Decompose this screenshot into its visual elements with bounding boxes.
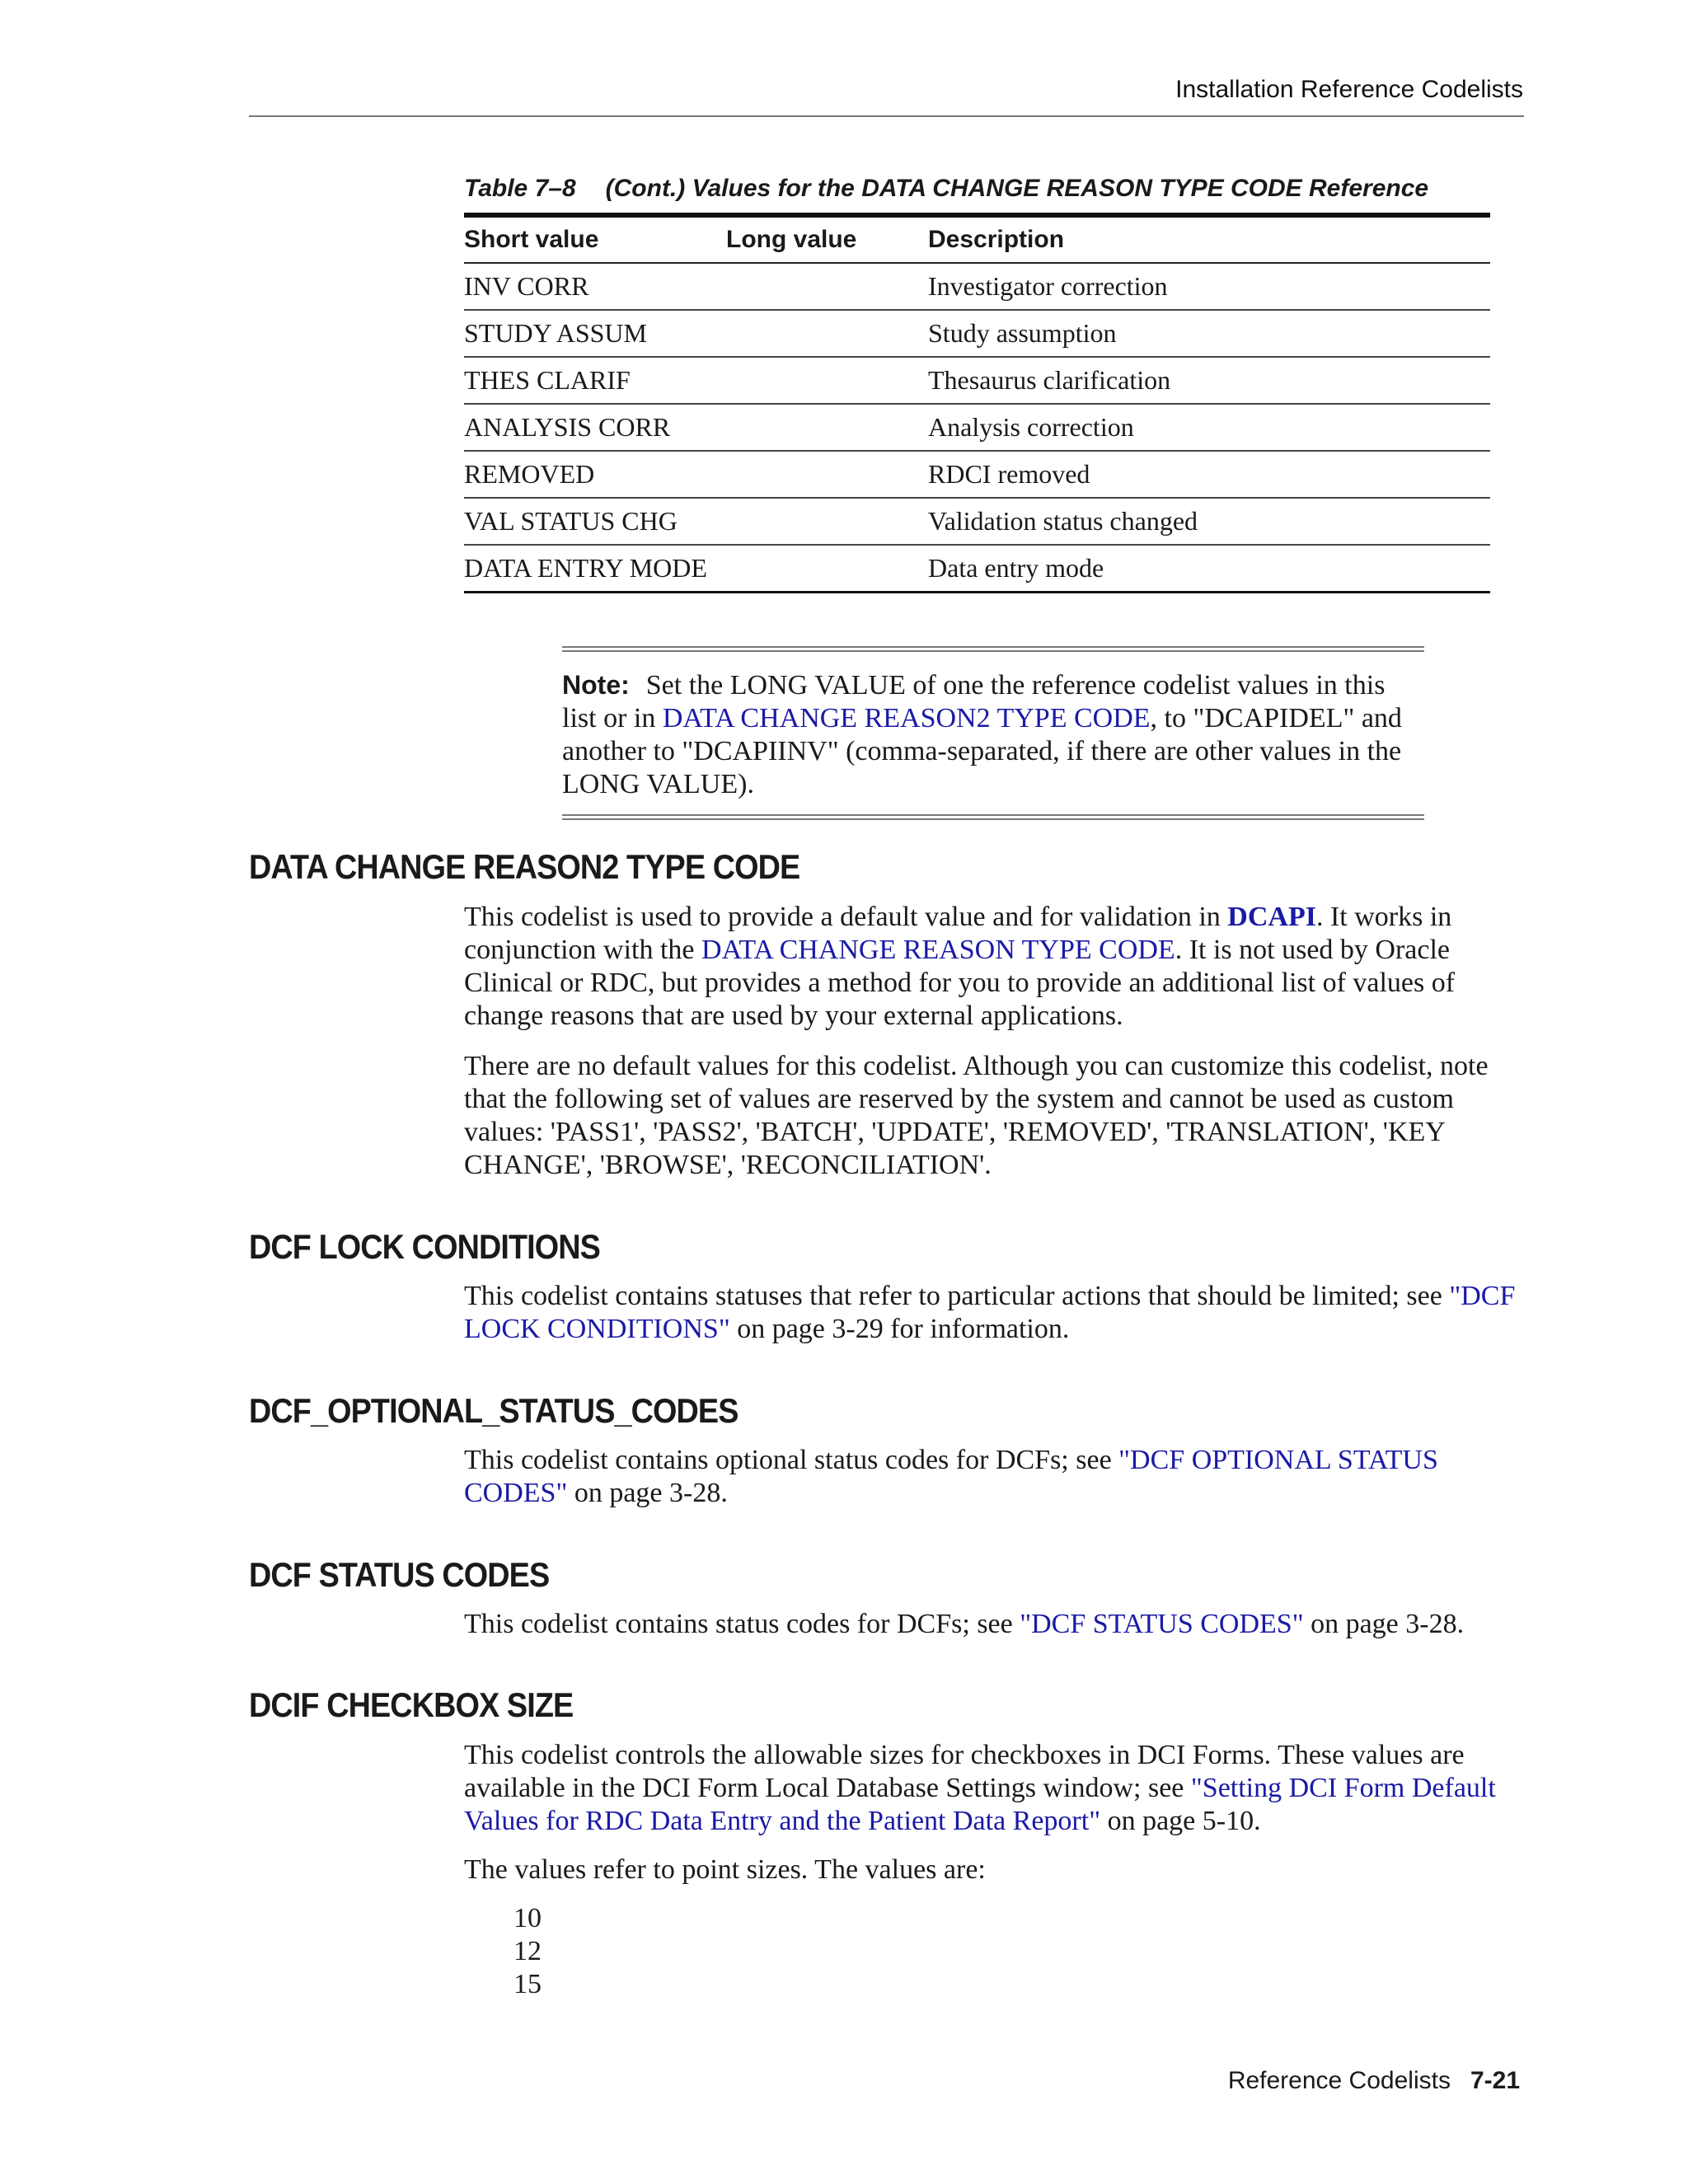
note-link-reason2[interactable]: DATA CHANGE REASON2 TYPE CODE [662,703,1151,733]
long-value-cell [726,451,928,498]
short-value-cell: INV CORR [464,263,726,310]
long-value-cell [726,498,928,545]
status-text-a: This codelist contains status codes for DCFs; see [464,1609,1020,1639]
list-item: 10 [513,1903,542,1933]
short-value-cell: VAL STATUS CHG [464,498,726,545]
description-cell: Analysis correction [928,404,1490,451]
long-value-cell [726,310,928,357]
lock-text-a: This codelist contains statuses that refer to particular actions that should be limited; see [464,1281,1450,1311]
long-value-cell [726,263,928,310]
table-row [464,498,1490,545]
table-caption [464,175,1428,203]
note-box [562,646,1424,820]
description-cell: Study assumption [928,310,1490,357]
short-value-cell: ANALYSIS CORR [464,404,726,451]
table-row [464,451,1490,498]
heading-dcf-lock-conditions: DCF LOCK CONDITIONS [249,1227,600,1266]
column-header-description: Description [928,215,1490,263]
table-caption-number: Table 7–8 [464,175,576,202]
running-header: Installation Reference Codelists [1175,76,1523,103]
short-value-cell: THES CLARIF [464,357,726,404]
checkbox-text-b: on page 5-10. [1100,1806,1261,1836]
description-cell: Validation status changed [928,498,1490,545]
lock-paragraph [464,1280,1527,1346]
description-cell: Investigator correction [928,263,1490,310]
link-dcapi[interactable]: DCAPI [1227,902,1316,932]
reason2-text-b: . It works in conjunction with the [464,902,1452,965]
table-row [464,310,1490,357]
description-cell: RDCI removed [928,451,1490,498]
reason2-paragraph-1 [464,901,1527,1033]
reference-values-table [464,213,1490,593]
note-label: Note: [562,670,630,700]
table-caption-title: (Cont.) Values for the DATA CHANGE REASON TYPE CODE Reference [605,175,1429,202]
status-paragraph [464,1608,1527,1641]
optional-paragraph [464,1444,1527,1510]
list-item: 12 [513,1936,542,1966]
table-row [464,263,1490,310]
table-header-row [464,215,1490,263]
table-row [464,545,1490,593]
lock-text-b: on page 3-29 for information. [729,1314,1070,1344]
long-value-cell [726,545,928,593]
reason2-text-c: . It is not used by Oracle Clinical or RDC, but provides a method for you to provide an additional list of values of change reasons that are used by your external applications. [464,935,1456,1031]
list-item: 15 [513,1969,542,1999]
optional-text-a: This codelist contains optional status codes for DCFs; see [464,1445,1119,1475]
checkbox-paragraph-1 [464,1739,1527,1838]
optional-text-b: on page 3-28. [567,1478,728,1508]
link-dcf-optional-status-codes[interactable]: "DCF OPTIONAL STATUS CODES" [464,1445,1438,1508]
column-header-short-value: Short value [464,215,726,263]
short-value-cell: DATA ENTRY MODE [464,545,726,593]
checkbox-text-a: This codelist controls the allowable sizes for checkboxes in DCI Forms. These values are available in the DCI Form Local Database Settings window; see [464,1740,1465,1803]
link-data-change-reason-type-code[interactable]: DATA CHANGE REASON TYPE CODE [701,935,1175,965]
column-header-long-value: Long value [726,215,928,263]
point-size-values-list [513,1902,542,2001]
note-text-1: Set the LONG VALUE of one the reference codelist values in this list or in [562,670,1386,733]
status-text-b: on page 3-28. [1303,1609,1465,1639]
link-setting-dci-form-defaults[interactable]: "Setting DCI Form Default Values for RDC Data Entry and the Patient Data Report" [464,1773,1496,1836]
reason2-text-a: This codelist is used to provide a default value and for validation in [464,902,1228,932]
description-cell: Thesaurus clarification [928,357,1490,404]
page-footer [1228,2067,1520,2095]
link-dcf-status-codes[interactable]: "DCF STATUS CODES" [1020,1609,1304,1639]
description-cell: Data entry mode [928,545,1490,593]
short-value-cell: STUDY ASSUM [464,310,726,357]
footer-title: Reference Codelists [1227,2067,1451,2094]
reason2-paragraph-2: There are no default values for this codelist. Although you can customize this codelist, note that the following set of values are reserved by the system and cannot be used as custom values: 'PASS1', 'PASS2', 'BATCH', 'UPDATE', 'REMOVED', 'TRANSLATION', 'KEY CHANGE', 'BROWSE', 'RECONCILIATION'. [464,1051,1489,1180]
note-text-2: , to "DCAPIDEL" and another to "DCAPIINV" (comma-separated, if there are other values in the LONG VALUE). [562,703,1402,799]
heading-data-change-reason2: DATA CHANGE REASON2 TYPE CODE [249,847,800,886]
checkbox-paragraph-2: The values refer to point sizes. The values are: [464,1854,986,1885]
table-row [464,357,1490,404]
table-row [464,404,1490,451]
link-dcf-lock-conditions[interactable]: "DCF LOCK CONDITIONS" [464,1281,1516,1344]
heading-dcf-status-codes: DCF STATUS CODES [249,1555,550,1594]
long-value-cell [726,357,928,404]
heading-dcif-checkbox-size: DCIF CHECKBOX SIZE [249,1685,574,1724]
header-rule [249,115,1524,117]
long-value-cell [726,404,928,451]
page-number: 7-21 [1470,2067,1520,2094]
heading-dcf-optional-status-codes: DCF_OPTIONAL_STATUS_CODES [249,1391,738,1430]
short-value-cell: REMOVED [464,451,726,498]
